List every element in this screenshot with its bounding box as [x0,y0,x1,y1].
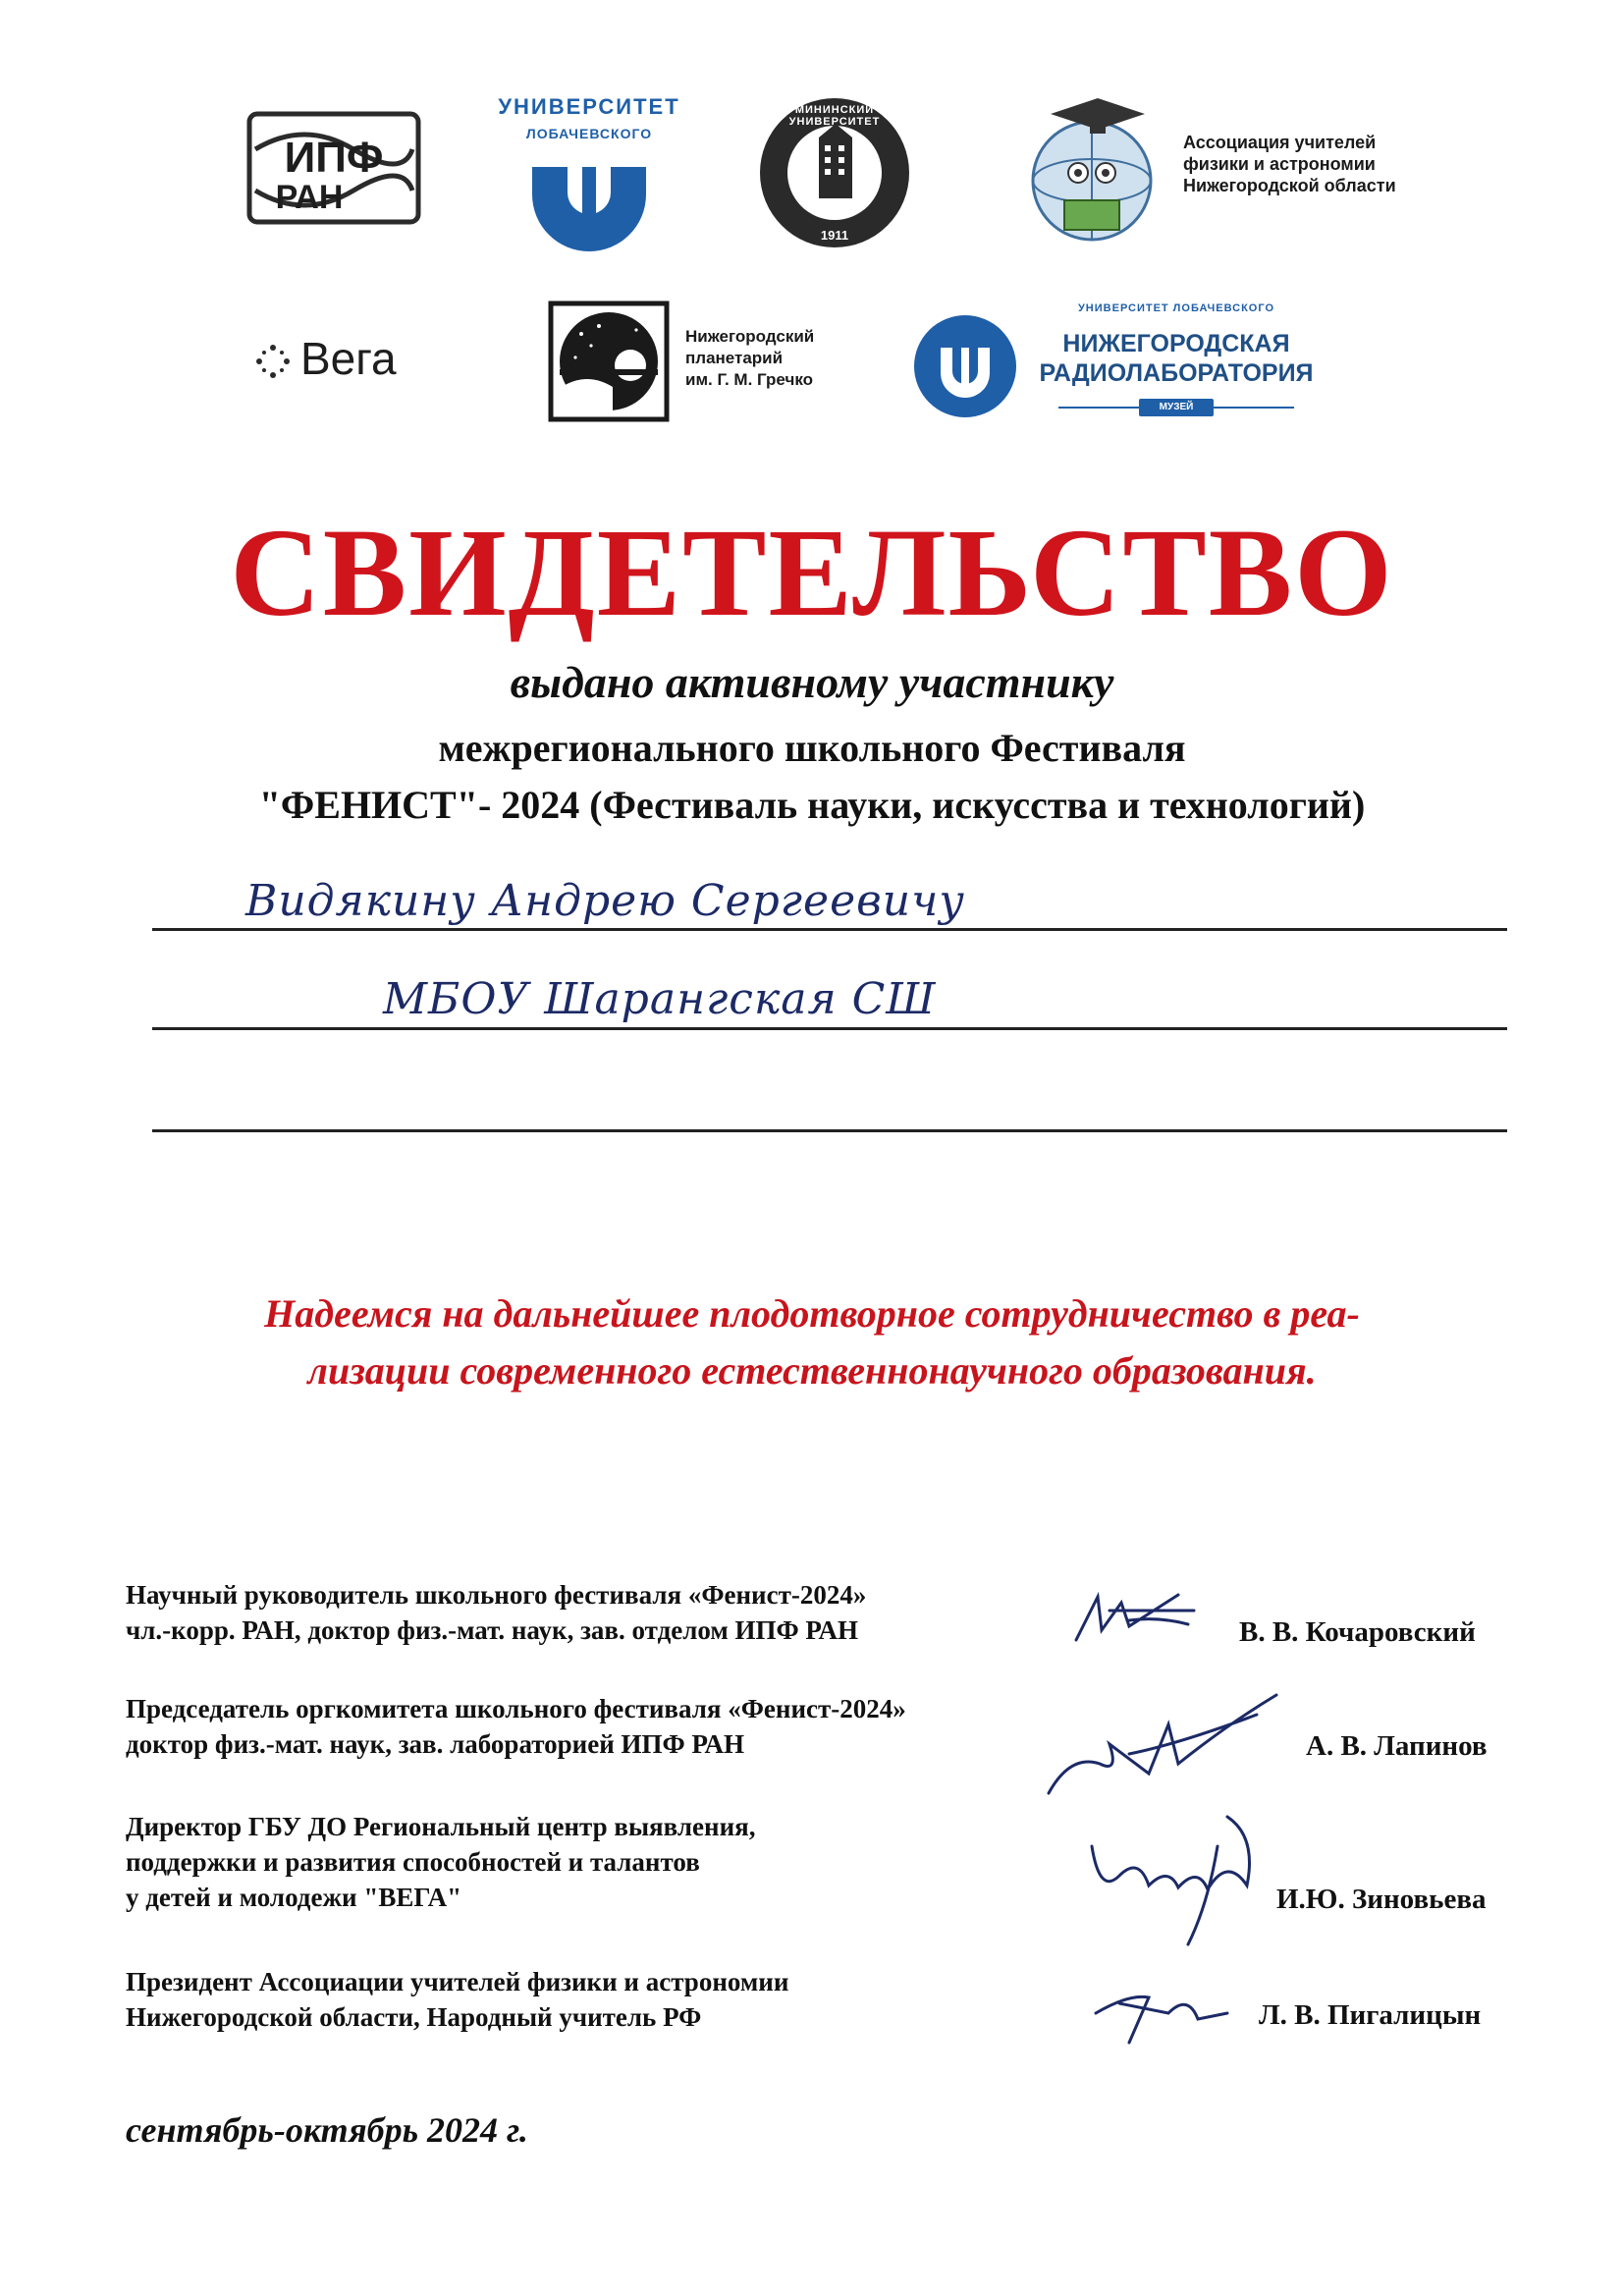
recipient-name-rule [152,928,1507,931]
association-line3: Нижегородской области [1183,176,1396,195]
signature-2-icon [1041,1685,1286,1803]
signatory-4-role-line-2: Нижегородской области, Народный учитель РФ [126,2002,702,2032]
radiolab-line2: РАДИОЛАБОРАТОРИЯ [1039,359,1314,387]
association-line2: физики и астрономии [1183,154,1376,174]
radiolab-emblem-icon [911,312,1019,420]
signatory-2-name: А. В. Лапинов [1306,1730,1488,1762]
signatory-4-role-line-1: Президент Ассоциации учителей физики и астрономии [126,1967,789,1996]
planetarium-line2: планетарий [685,349,784,367]
issued-to-text: выдано активному участнику [510,657,1114,707]
ipf-ran-line1: ИПФ [284,134,384,182]
radiolab-logo [911,301,1333,428]
association-logo [1021,90,1414,247]
vega-sparkle-icon [253,342,293,381]
certificate-title: СВИДЕТЕЛЬСТВО [230,503,1394,642]
festival-line-1: межрегионального школьного Фестиваля [438,726,1186,770]
blank-rule [152,1129,1507,1132]
unn-logo [491,86,687,253]
signature-4-icon [1090,1974,1237,2052]
signatory-1-role-line-2: чл.-корр. РАН, доктор физ.-мат. наук, зав. отделом ИПФ РАН [126,1615,858,1645]
planetarium-line3: им. Г. М. Гречко [685,370,813,389]
signature-3-icon [1080,1807,1276,1954]
signatory-2-role-line-2: доктор физ.-мат. наук, зав. лабораторией ИПФ РАН [126,1729,744,1759]
recipient-school-rule [152,1027,1507,1030]
planetarium-line1: Нижегородский [685,327,815,346]
minin-arc-text: МИНИНСКИЙ УНИВЕРСИТЕТ [788,104,881,128]
association-line1: Ассоциация учителей [1183,133,1377,152]
recipient-school: МБОУ Шарангская СШ [383,974,937,1024]
signatory-4-name: Л. В. Пигалицын [1259,1999,1482,2031]
signatory-1-name: В. В. Кочаровский [1239,1616,1476,1648]
globe-owl-icon [1021,90,1168,247]
minin-year: 1911 [820,228,849,243]
wish-line-1: Надеемся на дальнейшее плодотворное сотрудничество в реа- [264,1291,1360,1336]
ipf-ran-logo [245,110,422,226]
festival-line-2: "ФЕНИСТ"- 2024 (Фестиваль науки, искусства и технологий) [258,783,1366,827]
radiolab-line1: НИЖЕГОРОДСКАЯ [1062,330,1290,357]
vega-logo [253,330,450,389]
signature-1-icon [1070,1581,1208,1660]
radiolab-top: УНИВЕРСИТЕТ ЛОБАЧЕВСКОГО [1077,302,1275,314]
signatory-3-role-line-1: Директор ГБУ ДО Региональный центр выявления, [126,1812,756,1841]
unn-arc-text: УНИВЕРСИТЕТ [498,94,680,119]
ipf-ran-line2: РАН [275,179,344,216]
minin-logo [756,94,913,251]
signatory-2-role-line-1: Председатель оргкомитета школьного фестиваля «Фенист-2024» [126,1694,906,1723]
signatory-3-name: И.Ю. Зиновьева [1276,1884,1487,1915]
planetarium-logo [548,301,842,422]
vega-name: Вега [300,333,397,384]
issue-date: сентябрь-октябрь 2024 г. [126,2110,528,2150]
recipient-name: Видякину Андрею Сергеевичу [245,876,965,926]
wish-line-2: лизации современного естественнонаучного образования. [307,1348,1317,1393]
unn-sub-text: ЛОБАЧЕВСКОГО [525,126,653,141]
signatory-3-role-line-2: поддержки и развития способностей и талантов [126,1847,700,1877]
signatory-3-role-line-3: у детей и молодежи "ВЕГА" [126,1883,462,1912]
radiolab-badge: МУЗЕЙ [1139,399,1214,416]
planetarium-emblem-icon [548,301,670,422]
signatory-1-role-line-1: Научный руководитель школьного фестиваля «Фенист-2024» [126,1580,867,1610]
